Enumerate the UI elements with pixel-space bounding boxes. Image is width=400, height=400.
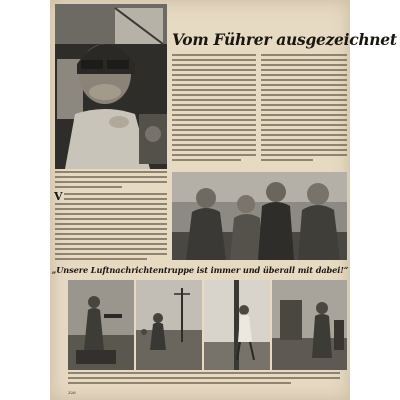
section-banner: „Unsere Luftnachrichtentruppe ist immer und überall mit dabei!“	[51, 265, 349, 275]
bottom-photo-4-image	[272, 280, 347, 370]
body-text-middle-column	[172, 54, 256, 164]
portrait-photo-image	[55, 4, 167, 169]
group-photo-image	[172, 172, 347, 260]
bottom-photo-3-image	[204, 280, 270, 370]
bottom-caption	[68, 372, 340, 387]
bottom-photo-2-image	[136, 280, 202, 370]
drop-cap: V	[54, 190, 63, 203]
body-text-left-column	[64, 193, 167, 203]
bottom-photo-3	[204, 280, 270, 370]
bottom-photo-4	[272, 280, 347, 370]
bottom-photo-2	[136, 280, 202, 370]
group-photo	[172, 172, 347, 260]
body-text-right-column	[261, 54, 347, 164]
magazine-page	[50, 0, 397, 400]
portrait-caption	[55, 171, 167, 191]
article-headline: Vom Führer ausgezeichnet	[172, 30, 397, 49]
body-text-left-column-lower	[55, 203, 167, 263]
page-number: 326	[68, 390, 76, 395]
portrait-photo	[55, 4, 167, 169]
bottom-photo-1	[68, 280, 134, 370]
bottom-photo-1-image	[68, 280, 134, 370]
